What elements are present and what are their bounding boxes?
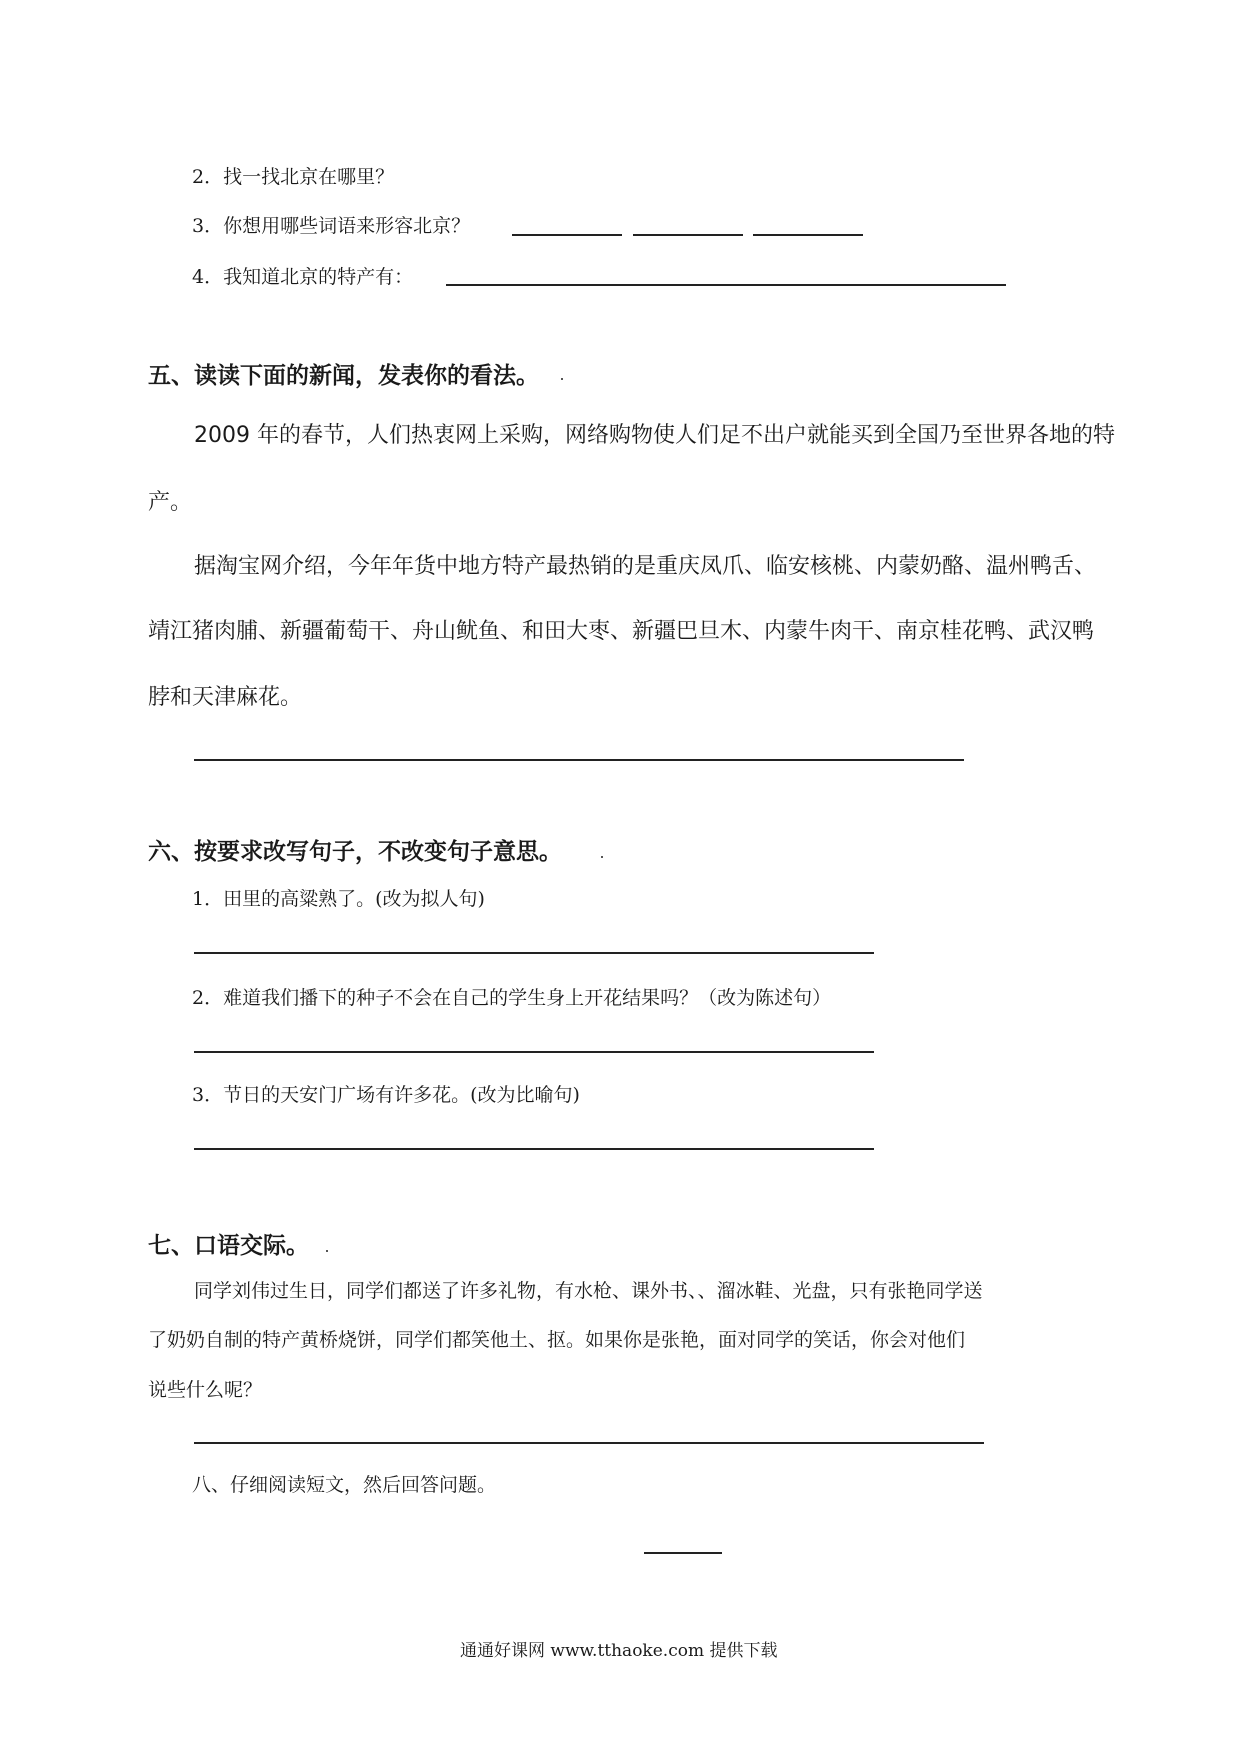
question-4-2: 2．找一找北京在哪里？ [192, 166, 395, 188]
question-6-2: 2．难道我们播下的种子不会在自己的学生身上开花结果吗？（改为陈述句） [192, 987, 832, 1009]
answer-blank-5[interactable] [194, 759, 964, 761]
answer-blank-4-3c[interactable] [753, 234, 863, 236]
news-paragraph-2-line-2: 靖江猪肉脯、新疆葡萄干、舟山鱿鱼、和田大枣、新疆巴旦木、内蒙牛肉干、南京桂花鸭、武汉鸭 [148, 619, 1095, 644]
stray-mark [561, 378, 563, 380]
question-6-3: 3．节日的天安门广场有许多花。(改为比喻句) [192, 1084, 580, 1106]
dialogue-prompt-line-1: 同学刘伟过生日，同学们都送了许多礼物，有水枪、课外书、、溜冰鞋、光盘，只有张艳同学送 [194, 1280, 983, 1302]
news-paragraph-2-line-3: 脖和天津麻花。 [148, 685, 303, 710]
question-4-4: 4．我知道北京的特产有： [192, 266, 414, 288]
news-paragraph-1-line-1: 2009 年的春节，人们热衷网上采购，网络购物使人们足不出户就能买到全国乃至世界各地的特 [194, 423, 1115, 448]
stray-mark [326, 1250, 328, 1252]
section-6-title: 六、按要求改写句子，不改变句子意思。 [148, 839, 562, 865]
news-paragraph-1-line-2: 产。 [148, 490, 193, 515]
footer-credit: 通通好课网 www.tthaoke.com 提供下载 [460, 1641, 778, 1661]
answer-blank-6-3[interactable] [194, 1148, 874, 1150]
section-5-title: 五、读读下面的新闻，发表你的看法。 [148, 363, 539, 389]
passage-title-blank [644, 1552, 722, 1554]
answer-blank-4-3a[interactable] [512, 234, 622, 236]
answer-blank-4-3b[interactable] [633, 234, 743, 236]
news-paragraph-2-line-1: 据淘宝网介绍，今年年货中地方特产最热销的是重庆凤爪、临安核桃、内蒙奶酪、温州鸭舌、 [194, 554, 1097, 579]
answer-blank-6-1[interactable] [194, 952, 874, 954]
question-4-3: 3．你想用哪些词语来形容北京？ [192, 215, 471, 237]
section-8-title: 八、仔细阅读短文，然后回答问题。 [192, 1474, 497, 1496]
question-6-1: 1．田里的高粱熟了。(改为拟人句) [192, 888, 485, 910]
section-7-title: 七、口语交际。 [148, 1233, 309, 1259]
answer-blank-6-2[interactable] [194, 1051, 874, 1053]
dialogue-prompt-line-2: 了奶奶自制的特产黄桥烧饼，同学们都笑他土、抠。如果你是张艳，面对同学的笑话，你会对他们 [148, 1329, 966, 1351]
stray-mark [601, 856, 603, 858]
answer-blank-7[interactable] [194, 1442, 984, 1444]
dialogue-prompt-line-3: 说些什么呢？ [148, 1379, 263, 1401]
answer-blank-4-4[interactable] [446, 284, 1006, 286]
